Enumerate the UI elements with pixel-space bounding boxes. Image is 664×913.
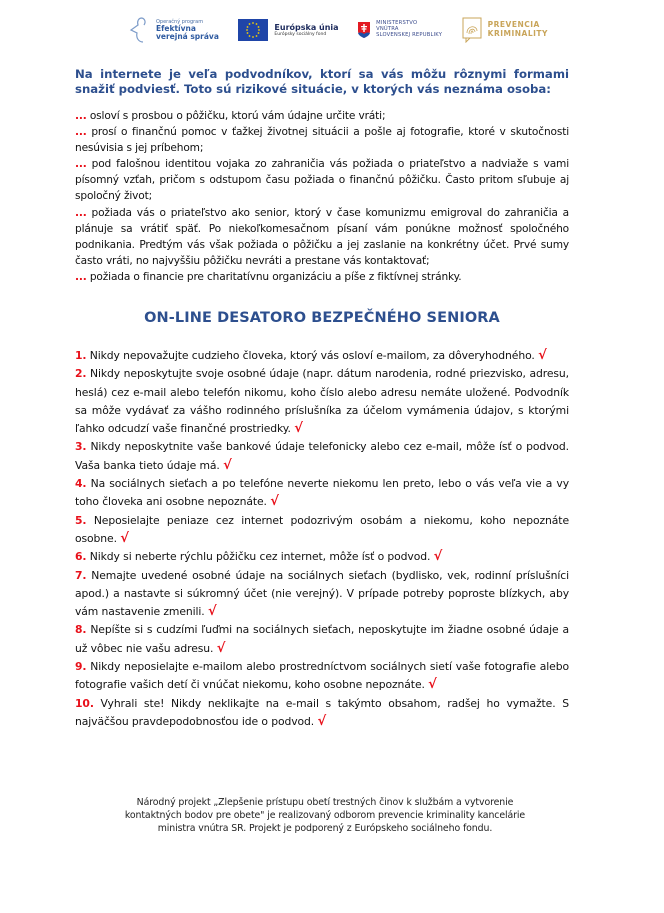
ellipsis-marker: ... <box>75 206 87 219</box>
check-icon: √ <box>270 494 279 510</box>
ministry-line3: SLOVENSKEJ REPUBLIKY <box>376 31 443 38</box>
oeps-line1: Operačný program <box>156 18 204 25</box>
check-icon: √ <box>207 604 217 620</box>
check-icon: √ <box>538 348 547 363</box>
logo-ministry <box>358 21 442 38</box>
rule-number: 2. <box>75 367 87 381</box>
oeps-line2: Efektívna <box>156 23 196 33</box>
oeps-figure-icon <box>128 16 150 44</box>
ministry-line1: MINISTERSTVO <box>376 20 418 27</box>
check-icon: √ <box>223 457 232 473</box>
footer-line: ministra vnútra SR. Projekt je podporený z Európskeho sociálneho fondu. <box>157 823 493 834</box>
rule-number: 5. <box>75 513 87 527</box>
situation-item: ... prosí o finančnú pomoc v ťažkej životnej situácii a pošle aj fotografie, ktoré v skutočnosti nesúvisia s jej príbehom; <box>75 126 570 155</box>
logo-eu <box>238 19 338 41</box>
check-icon: √ <box>428 677 437 693</box>
rule-item: 8. Nepíšte si s cudzími ľuďmi na sociálnych sieťach, neposkytujte im žiadne osobné údaje a už vôbec nie vašu adresu. √ <box>75 623 569 656</box>
rule-item: 2. Nikdy neposkytujte svoje osobné údaje (napr. dátum narodenia, rodné priezvisko, adresu, heslá) cez e-mail alebo telefón nikomu, koho číslo alebo adresu nemáte uložené. Podvodník sa môže vydávať za vášho rodinného príslušníka za účelom vymámenia údajov, s ktorými ľahko odcudzí vaše finančné prostriedky. √ <box>75 367 569 437</box>
situation-item: ... pod falošnou identitou vojaka zo zahraničia vás požiada o priateľstvo a nadviaže s vami písomný vzťah, pričom s odstupom času požiada o finančnú pôžičku. Často pritom sľubuje aj spoločný život; <box>75 158 569 203</box>
prevencia-line1: PREVENCIA <box>487 20 540 30</box>
situation-item: ... požiada vás o priateľstvo ako senior, ktorý v čase komunizmu emigroval do zahraničia a plánuje sa vrátiť späť. Po niekoľkomesačnom písaní vám ponúkne možnosť spoločného podnikania. Predtým vás však požiada o pôžičku a jej zaslanie na konkrétny účet. Prvé sumy často vráti, no najvyššiu pôžičku nevráti a prestane vás kontaktovať; <box>75 206 570 267</box>
prevencia-line2: KRIMINALITY <box>487 29 548 38</box>
check-icon: √ <box>294 421 303 437</box>
rule-item: 6. Nikdy si neberte rýchlu pôžičku cez internet, môže ísť o podvod. √ <box>75 549 443 565</box>
rule-number: 9. <box>75 660 87 674</box>
eu-line2: Európsky sociálny fond <box>274 32 327 38</box>
rule-number: 8. <box>75 623 87 637</box>
oeps-line3: verejná správa <box>156 31 219 41</box>
rule-item: 5. Neposielajte peniaze cez internet podozrivým osobám a niekomu, koho nepoznáte osobne. √ <box>75 513 569 546</box>
rule-number: 1. <box>75 349 87 362</box>
fingerprint-icon <box>462 17 482 43</box>
footer-note <box>80 796 570 835</box>
rule-number: 3. <box>75 440 87 454</box>
check-icon: √ <box>216 640 226 656</box>
situation-item: ... osloví s prosbou o pôžičku, ktorú vám údajne určite vráti; <box>75 110 386 122</box>
check-icon: √ <box>317 713 327 729</box>
footer-line: Národný projekt „Zlepšenie prístupu obetí trestných činov k službám a vytvorenie <box>136 797 514 808</box>
rule-item: 4. Na sociálnych sieťach a po telefóne neverte niekomu len preto, lebo o vás veľa vie a vy toho človeka ani osobne nepoznáte. √ <box>75 477 569 510</box>
eu-line1: Európska únia <box>274 22 339 32</box>
check-icon: √ <box>120 530 129 546</box>
slovak-coat-of-arms-icon <box>358 22 370 38</box>
logos-header <box>128 12 548 48</box>
logo-oeps <box>128 16 219 44</box>
footer-line: kontaktných bodov pre obete" je realizovaný odborom prevencie kriminality kancelárie <box>124 810 526 821</box>
rule-number: 7. <box>75 568 87 582</box>
rule-number: 4. <box>75 477 87 491</box>
rule-item: 7. Nemajte uvedené osobné údaje na sociálnych sieťach (bydlisko, vek, rodinní príslušníci apod.) a nastavte si súkromný účet (nie verejný). V prípade potreby poproste blízkych, aby vám nastavenie zmenili. √ <box>75 568 569 620</box>
rules-list <box>75 347 569 731</box>
ellipsis-marker: ... <box>75 270 87 283</box>
rule-item: 3. Nikdy neposkytnite vaše bankové údaje telefonicky alebo cez e-mail, môže ísť o podvod. Vaša banka tieto údaje má. √ <box>75 440 569 473</box>
intro-heading: Na internete je veľa podvodníkov, ktorí sa vás môžu rôznymi formami snažiť podviesť. Toto sú rizikové situácie, v ktorých vás neznáma osoba: <box>75 67 569 96</box>
rule-number: 6. <box>75 550 87 564</box>
situation-item: ... požiada o financie pre charitatívnu organizáciu a píše z fiktívnej stránky. <box>75 270 462 283</box>
rule-item: 1. Nikdy nepovažujte cudzieho človeka, ktorý vás osloví e-mailom, za dôveryhodného. √ <box>75 348 547 363</box>
rule-item: 10. Vyhrali ste! Nikdy neklikajte na e-mail s takýmto obsahom, radšej ho vymažte. S najväčšou pravdepodobnosťou ide o podvod. √ <box>75 696 569 729</box>
logo-prevencia <box>462 17 548 43</box>
rule-item: 9. Nikdy neposielajte e-mailom alebo prostredníctvom sociálnych sietí vaše fotografie alebo fotografie vašich detí či vnúčat niekomu, koho osobne nepoznáte. √ <box>75 660 569 693</box>
rule-number: 10. <box>75 696 94 710</box>
ministry-line2: VNÚTRA <box>376 26 399 33</box>
ellipsis-marker: ... <box>75 158 87 171</box>
ellipsis-marker: ... <box>75 110 87 122</box>
eu-flag-icon <box>238 19 268 41</box>
check-icon: √ <box>433 549 443 565</box>
ellipsis-marker: ... <box>75 126 87 139</box>
page-title: ON-LINE DESATORO BEZPEČNÉHO SENIORA <box>144 310 500 326</box>
situations-list <box>75 108 569 285</box>
